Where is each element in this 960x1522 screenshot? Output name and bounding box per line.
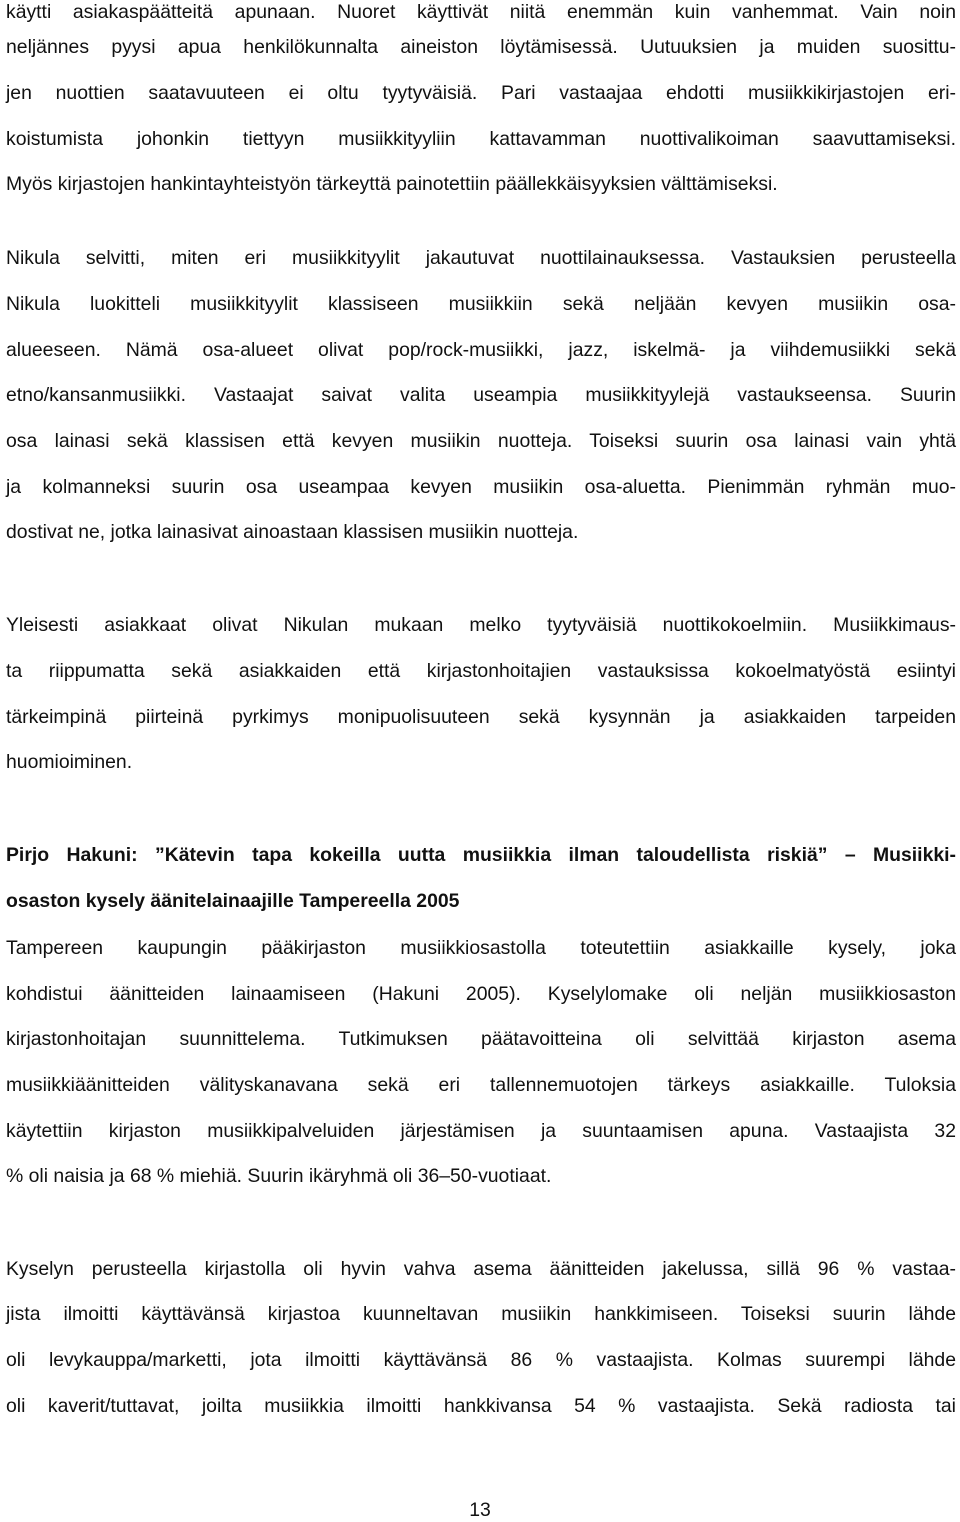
- text-line: tärkeimpinä piirteinä pyrkimys monipuolisuuteen sekä kysynnän ja asiakkaiden tarpeiden: [6, 706, 956, 728]
- text-line: etno/kansanmusiikki. Vastaajat saivat valita useampia musiikkityylejä vastaukseensa. Suurin: [6, 384, 956, 406]
- text-line: jen nuottien saatavuuteen ei oltu tyytyväisiä. Pari vastaajaa ehdotti musiikkikirjastojen eri-: [6, 82, 956, 104]
- text-line: huomioiminen.: [6, 751, 133, 773]
- text-line: Myös kirjastojen hankintayhteistyön tärkeyttä painotettiin päällekkäisyyksien välttämiseksi.: [6, 173, 778, 195]
- text-line: Nikula luokitteli musiikkityylit klassiseen musiikkiin sekä neljään kevyen musiikin osa-: [6, 293, 956, 315]
- text-line: koistumista johonkin tiettyyn musiikkityyliin kattavamman nuottivalikoiman saavuttamiseksi.: [6, 128, 956, 150]
- text-line: ta riippumatta sekä asiakkaiden että kirjastonhoitajien vastauksissa kokoelmatyöstä esiintyi: [6, 660, 956, 682]
- text-line: ja kolmanneksi suurin osa useampaa kevyen musiikin osa-aluetta. Pienimmän ryhmän muo-: [6, 476, 956, 498]
- text-line: neljännes pyysi apua henkilökunnalta aineiston löytämisessä. Uutuuksien ja muiden suosittu-: [6, 36, 956, 58]
- text-line: jista ilmoitti käyttävänsä kirjastoa kuunneltavan musiikin hankkimiseen. Toiseksi suurin lähde: [6, 1303, 956, 1325]
- text-line: käytettiin kirjaston musiikkipalveluiden järjestämisen ja suuntaamisen apuna. Vastaajista 32: [6, 1120, 956, 1142]
- text-line: käytti asiakaspäätteitä apunaan. Nuoret käyttivät niitä enemmän kuin vanhemmat. Vain noin: [6, 1, 956, 23]
- text-line: Tampereen kaupungin pääkirjaston musiikkiosastolla toteutettiin asiakkaille kysely, joka: [6, 937, 956, 959]
- text-line: Kyselyn perusteella kirjastolla oli hyvin vahva asema äänitteiden jakelussa, sillä 96 % vastaa-: [6, 1258, 956, 1280]
- page-number: 13: [469, 1499, 491, 1521]
- text-line: Nikula selvitti, miten eri musiikkityylit jakautuvat nuottilainauksessa. Vastauksien perusteella: [6, 247, 956, 269]
- section-heading: Pirjo Hakuni: ”Kätevin tapa kokeilla uutta musiikkia ilman taloudellista riskiä” – Musiikki-: [6, 844, 956, 866]
- text-line: % oli naisia ja 68 % miehiä. Suurin ikäryhmä oli 36–50-vuotiaat.: [6, 1165, 552, 1187]
- text-line: kirjastonhoitajan suunnittelema. Tutkimuksen päätavoitteina oli selvittää kirjaston asema: [6, 1028, 956, 1050]
- text-line: oli kaverit/tuttavat, joilta musiikkia ilmoitti hankkivansa 54 % vastaajista. Sekä radiosta tai: [6, 1395, 956, 1417]
- section-heading: osaston kysely äänitelainaajille Tampereella 2005: [6, 890, 460, 912]
- text-line: dostivat ne, jotka lainasivat ainoastaan klassisen musiikin nuotteja.: [6, 521, 579, 543]
- text-line: musiikkiäänitteiden välityskanavana sekä eri tallennemuotojen tärkeys asiakkaille. Tuloksia: [6, 1074, 956, 1096]
- text-line: osa lainasi sekä klassisen että kevyen musiikin nuotteja. Toiseksi suurin osa lainasi vain yhtä: [6, 430, 956, 452]
- text-line: kohdistui äänitteiden lainaamiseen (Hakuni 2005). Kyselylomake oli neljän musiikkiosaston: [6, 983, 956, 1005]
- text-line: Yleisesti asiakkaat olivat Nikulan mukaan melko tyytyväisiä nuottikokoelmiin. Musiikkimaus-: [6, 614, 956, 636]
- text-line: alueeseen. Nämä osa-alueet olivat pop/rock-musiikki, jazz, iskelmä- ja viihdemusiikki sekä: [6, 339, 956, 361]
- text-line: oli levykauppa/marketti, jota ilmoitti käyttävänsä 86 % vastaajista. Kolmas suurempi lähde: [6, 1349, 956, 1371]
